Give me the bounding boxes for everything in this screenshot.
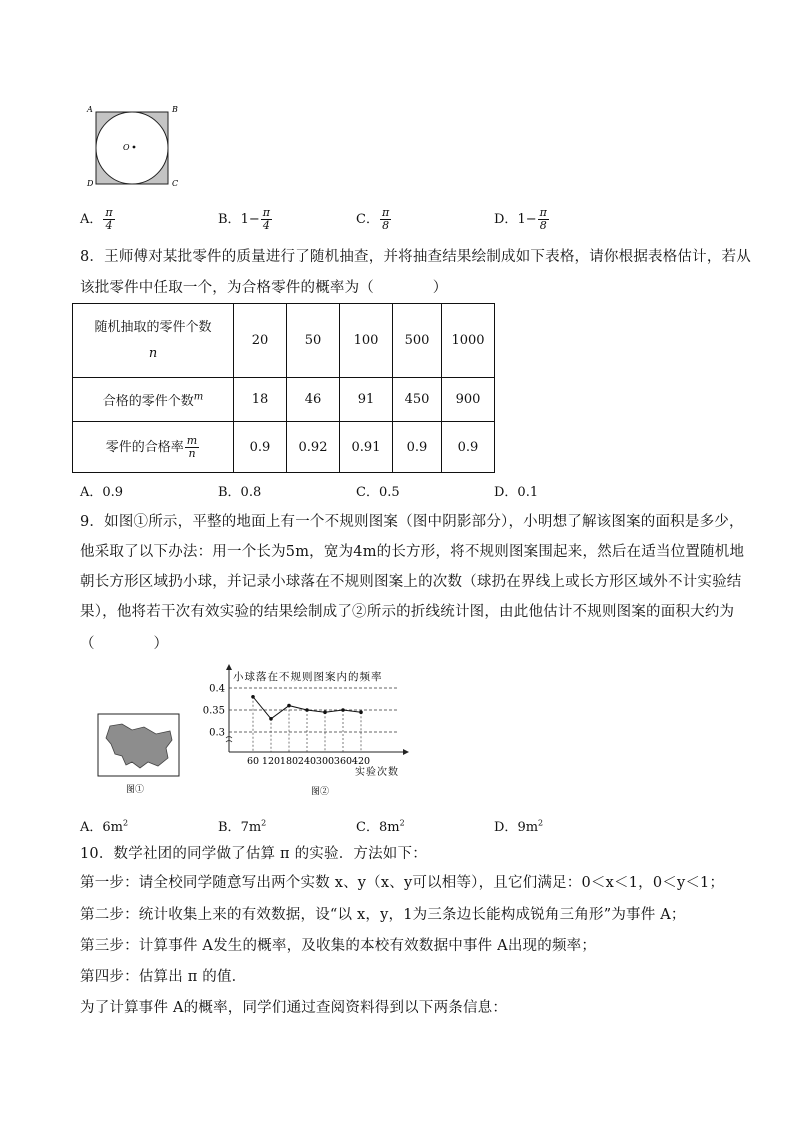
q10-line-3: 第二步：统计收集上来的有效数据，设“以 x，y，1为三条边长能构成锐角三角形”为事件 A； (80, 907, 686, 923)
chart-title: 小球落在不规则图案内的频率 (233, 671, 383, 683)
q9-option-b[interactable]: B．$7m^2$ (218, 818, 267, 835)
data-point (323, 710, 327, 714)
table-cell: 1000 (442, 304, 495, 378)
y-axis-arrow (226, 664, 232, 670)
x-tick-label: 360 (333, 756, 353, 767)
x-tick-label: 240 (297, 756, 317, 767)
q8-line-1: 8．王师傅对某批零件的质量进行了随机抽查，并将抽查结果绘制成如下表格，请你根据表格估计，若从 (80, 249, 751, 265)
y-tick-label: 0.3 (209, 727, 225, 739)
q9-line-2: 他采取了以下办法：用一个长为5m，宽为4m的长方形，将不规则图案围起来，然后在适当位置随机地 (80, 544, 745, 560)
q10-line-2: 第一步：请全校同学随意写出两个实数 x、y（x、y可以相等），且它们满足：0＜x＜1，0＜y＜1； (80, 875, 725, 891)
y-tick-label: 0.35 (202, 705, 225, 717)
q9-line-5: （ ） (80, 636, 169, 652)
q9-figure-2-chart (202, 660, 427, 798)
table-cell: 0.92 (287, 422, 340, 473)
y-tick-label: 0.4 (209, 683, 225, 695)
q8-option-c[interactable]: C．0.5 (356, 485, 400, 500)
label-d: D (87, 179, 94, 188)
x-tick-label: 180 (279, 756, 299, 767)
q9-line-1: 9．如图①所示，平整的地面上有一个不规则图案（图中阴影部分），小明想了解该图案的面积是多少， (80, 514, 744, 530)
center-dot (133, 146, 136, 149)
table-cell: 500 (393, 304, 442, 378)
fraction: $\frac{\pi}{8}$ (381, 206, 390, 232)
row-header-rate: 零件的合格率 $\frac{m}{n}$ (73, 422, 234, 473)
q9-line-3: 朝长方形区域扔小球，并记录小球落在不规则图案上的次数（球扔在界线上或长方形区域外不计实验结 (80, 574, 742, 590)
fraction: $\frac{\pi}{4}$ (262, 206, 270, 232)
q8-option-b[interactable]: B．0.8 (218, 485, 262, 500)
fraction: $\frac{\pi}{8}$ (539, 206, 547, 232)
x-axis-arrow (403, 749, 409, 755)
q10-line-6: 为了计算事件 A的概率，同学们通过查阅资料得到以下两条信息： (80, 1000, 508, 1016)
q9-line-4: 果），他将若干次有效实验的结果绘制成了②所示的折线统计图，由此他估计不规则图案的面积大约为 (80, 604, 735, 620)
q9-figure-1 (96, 712, 186, 798)
q10-line-1: 10．数学社团的同学做了估算 π 的实验．方法如下： (80, 846, 427, 862)
chart-xlabel: 实验次数 (355, 767, 399, 778)
x-tick-label: 300 (315, 756, 335, 767)
data-point (341, 708, 345, 712)
q8-line-2: 该批零件中任取一个，为合格零件的概率为（ ） (80, 280, 448, 296)
data-point (287, 704, 291, 708)
x-tick-label: 60 (246, 756, 260, 767)
q7-option-a[interactable]: A． $\frac{\pi}{4}$ (80, 206, 113, 232)
q8-option-a[interactable]: A．0.9 (80, 485, 124, 500)
table-cell: 0.9 (234, 422, 287, 473)
q7-figure (84, 100, 188, 194)
label-o: O (123, 143, 130, 152)
q10-line-5: 第四步：估算出 π 的值． (80, 969, 247, 985)
row-header-m: 合格的零件个数$^m$ (73, 378, 234, 422)
q8-table (72, 303, 495, 473)
table-cell: 50 (287, 304, 340, 378)
data-point (305, 708, 309, 712)
table-cell: 46 (287, 378, 340, 422)
inscribed-circle (96, 112, 168, 184)
q10-line-4: 第三步：计算事件 A发生的概率，及收集的本校有效数据中事件 A出现的频率； (80, 938, 597, 954)
row-header-n: 随机抽取的零件个数 n (73, 304, 234, 378)
x-tick-label: 120 (261, 756, 281, 767)
fraction: $\frac{m}{n}$ (186, 433, 198, 460)
table-cell: 900 (442, 378, 495, 422)
label-c: C (172, 179, 179, 188)
fraction: $\frac{\pi}{4}$ (105, 206, 113, 232)
data-point (251, 695, 255, 699)
q8-option-d[interactable]: D．0.1 (494, 485, 539, 500)
q7-option-c[interactable]: C． $\frac{\pi}{8}$ (356, 206, 390, 232)
table-cell: 100 (340, 304, 393, 378)
q7-option-d[interactable]: D．1− $\frac{\pi}{8}$ (494, 206, 547, 232)
q9-option-c[interactable]: C．$8m^2$ (356, 818, 405, 835)
x-tick-label: 420 (351, 756, 371, 767)
q7-option-b[interactable]: B．1− $\frac{\pi}{4}$ (218, 206, 270, 232)
table-cell: 20 (234, 304, 287, 378)
data-point (269, 717, 273, 721)
label-a: A (87, 105, 93, 114)
data-point (359, 710, 363, 714)
q9-option-d[interactable]: D．$9m^2$ (494, 818, 544, 835)
label-b: B (172, 105, 178, 114)
table-row (73, 422, 495, 473)
table-cell: 0.91 (340, 422, 393, 473)
table-row (73, 378, 495, 422)
q9-option-a[interactable]: A．$6m^2$ (80, 818, 129, 835)
table-cell: 0.9 (442, 422, 495, 473)
table-cell: 450 (393, 378, 442, 422)
table-row (73, 304, 495, 378)
table-cell: 18 (234, 378, 287, 422)
table-cell: 91 (340, 378, 393, 422)
figure-2-caption: 图② (311, 787, 330, 797)
table-cell: 0.9 (393, 422, 442, 473)
figure-1-caption: 图① (126, 785, 145, 795)
